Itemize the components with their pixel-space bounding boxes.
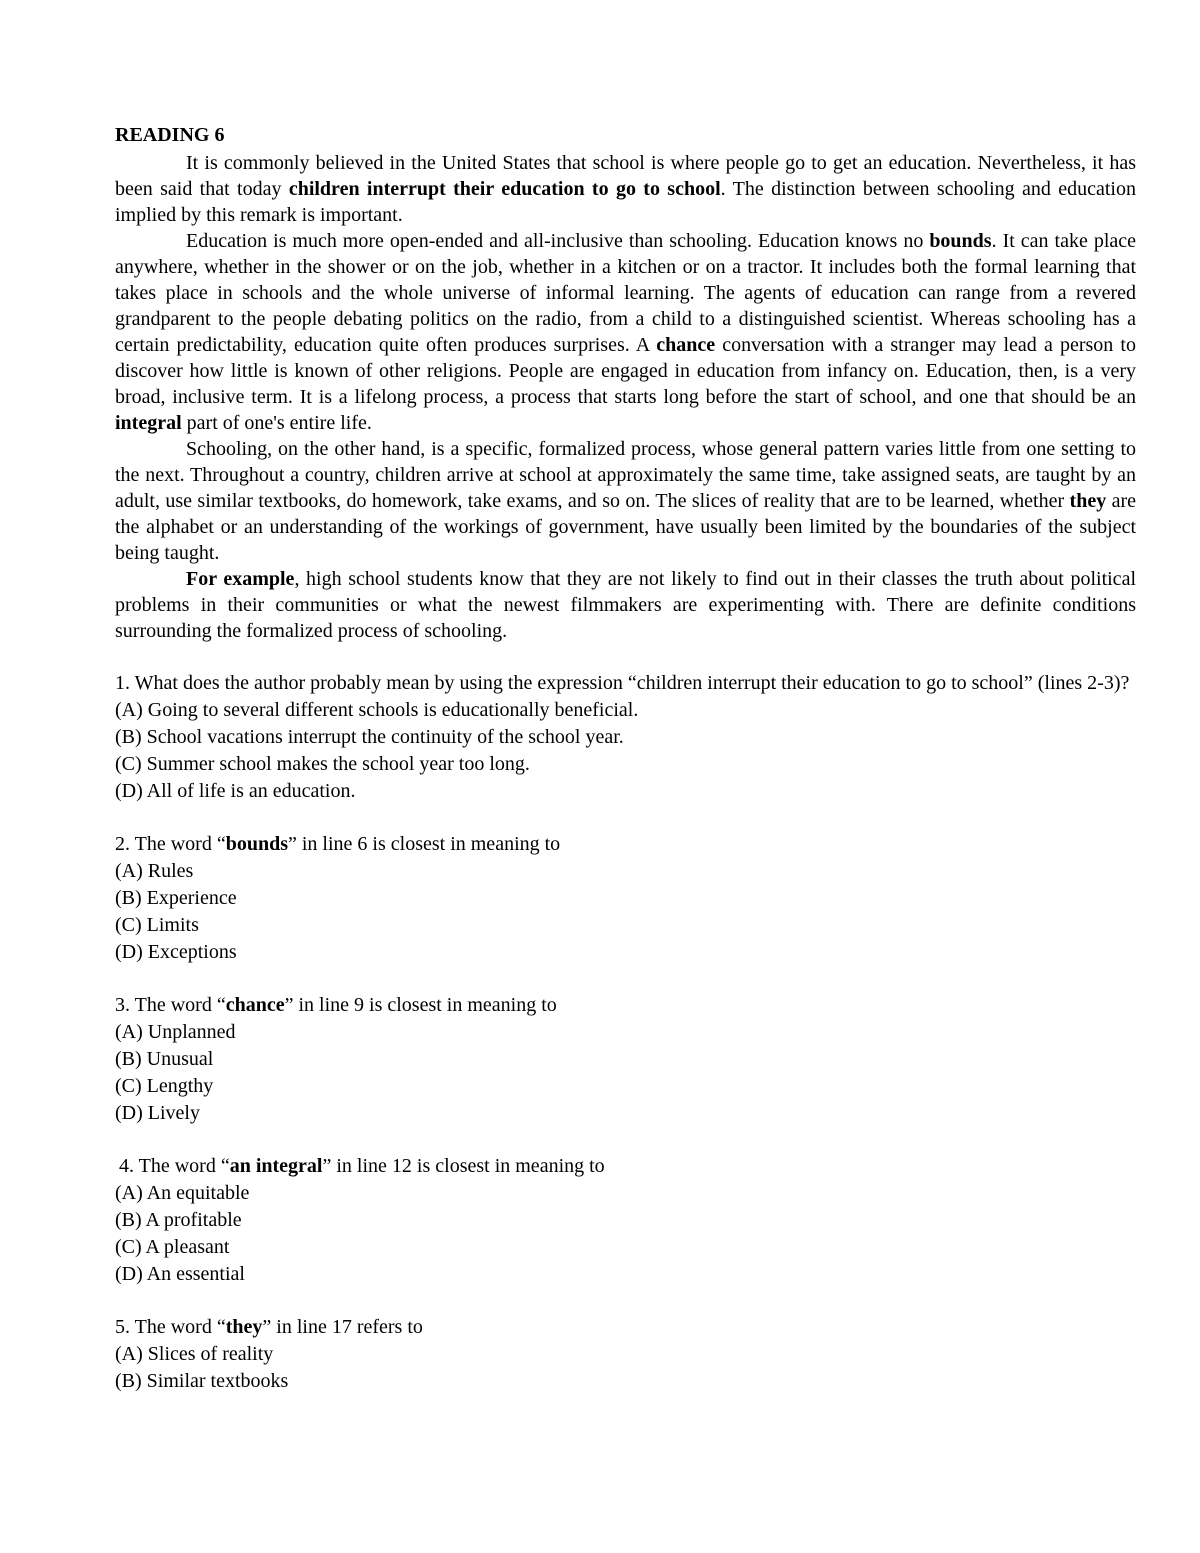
highlighted-term: they xyxy=(1069,490,1107,512)
text-run: 4. The word “ xyxy=(119,1155,230,1177)
text-run: , high school students know that they are not likely to find out in their classes the truth about political problems in their communities or what the newest filmmakers are experimenting with. There are definite conditions surrounding the formalized process of schooling. xyxy=(115,568,1136,642)
answer-option: (C) Limits xyxy=(115,914,199,936)
reading-passage xyxy=(115,150,1136,644)
passage-paragraph xyxy=(115,566,1136,644)
passage-paragraph xyxy=(115,436,1136,566)
highlighted-term: bounds xyxy=(929,230,992,252)
text-run: conversation with a stranger may lead a person to discover how little is known of other religions. People are engaged in education from infancy on. Education, then, is a very broad, inclusive term. It is a lifelong process, a process that starts long before the start of school, and one that should be an xyxy=(115,334,1136,408)
answer-option: (D) An essential xyxy=(115,1263,245,1285)
text-run: ” in line 6 is closest in meaning to xyxy=(288,833,561,855)
text-run: . It can take place anywhere, whether in the shower or on the job, whether in a kitchen or on a tractor. It includes both the formal learning that takes place in schools and the whole universe of informal learning. The agents of education can range from a revered grandparent to the people debating politics on the radio, from a child to a distinguished scientist. Whereas schooling has a certain predictability, education quite often produces surprises. A xyxy=(115,230,1136,356)
answer-option: (C) Summer school makes the school year too long. xyxy=(115,753,530,775)
question-stem xyxy=(115,831,1136,858)
target-word: chance xyxy=(225,994,285,1016)
question-stem xyxy=(115,1153,1136,1180)
highlighted-term: chance xyxy=(656,334,716,356)
answer-option: (A) Going to several different schools is educationally beneficial. xyxy=(115,699,639,721)
answer-option: (B) Unusual xyxy=(115,1048,214,1070)
question-stem xyxy=(115,992,1136,1019)
text-run: part of one's entire life. xyxy=(181,412,372,434)
target-word: an integral xyxy=(229,1155,323,1177)
text-run: ” in line 12 is closest in meaning to xyxy=(322,1155,605,1177)
question-stem xyxy=(115,1314,1136,1341)
passage-paragraph xyxy=(115,150,1136,228)
text-run: Education is much more open-ended and all-inclusive than schooling. Education knows no xyxy=(186,230,930,252)
target-word: bounds xyxy=(225,833,288,855)
question-1 xyxy=(115,670,1136,805)
highlighted-term: children interrupt their education to go to school xyxy=(288,178,721,200)
answer-option: (D) Lively xyxy=(115,1102,200,1124)
answer-option: (A) An equitable xyxy=(115,1182,250,1204)
answer-option: (B) Experience xyxy=(115,887,237,909)
target-word: they xyxy=(225,1316,263,1338)
text-run: ” in line 9 is closest in meaning to xyxy=(284,994,557,1016)
text-run: . The distinction between schooling and education implied by this remark is important. xyxy=(115,178,1136,226)
answer-option: (A) Slices of reality xyxy=(115,1343,274,1365)
text-run: 2. The word “ xyxy=(115,833,226,855)
text-run: 3. The word “ xyxy=(115,994,226,1016)
answer-option: (C) Lengthy xyxy=(115,1075,214,1097)
text-run: are the alphabet or an understanding of the workings of government, have usually been limited by the boundaries of the subject being taught. xyxy=(115,490,1136,564)
question-5 xyxy=(115,1314,1136,1395)
highlighted-term: integral xyxy=(115,412,182,434)
answer-option: (A) Rules xyxy=(115,860,194,882)
answer-option: (C) A pleasant xyxy=(115,1236,230,1258)
text-run: ” in line 17 refers to xyxy=(262,1316,423,1338)
answer-option: (A) Unplanned xyxy=(115,1021,236,1043)
question-2 xyxy=(115,831,1136,966)
question-stem xyxy=(115,670,1136,697)
questions-section xyxy=(115,644,1136,1395)
answer-option: (B) School vacations interrupt the continuity of the school year. xyxy=(115,726,624,748)
text-run: 5. The word “ xyxy=(115,1316,226,1338)
text-run: 1. What does the author probably mean by using the expression “children interrupt their education to go to school” (lines 2-3)? xyxy=(115,672,1130,694)
text-run: Schooling, on the other hand, is a specific, formalized process, whose general pattern varies little from one setting to the next. Throughout a country, children arrive at school at approximately the same time, take assigned seats, are taught by an adult, use similar textbooks, do homework, take exams, and so on. The slices of reality that are to be learned, whether xyxy=(115,438,1136,512)
question-4 xyxy=(115,1153,1136,1288)
answer-option: (D) Exceptions xyxy=(115,941,237,963)
highlighted-term: For example xyxy=(186,568,295,590)
passage-paragraph xyxy=(115,228,1136,436)
answer-option: (B) A profitable xyxy=(115,1209,242,1231)
question-3 xyxy=(115,992,1136,1127)
reading-title: READING 6 xyxy=(115,124,225,146)
answer-option: (D) All of life is an education. xyxy=(115,780,356,802)
answer-option: (B) Similar textbooks xyxy=(115,1370,289,1392)
document-page xyxy=(115,122,1136,1395)
text-run: It is commonly believed in the United States that school is where people go to get an education. Nevertheless, it has been said that today xyxy=(115,152,1136,200)
